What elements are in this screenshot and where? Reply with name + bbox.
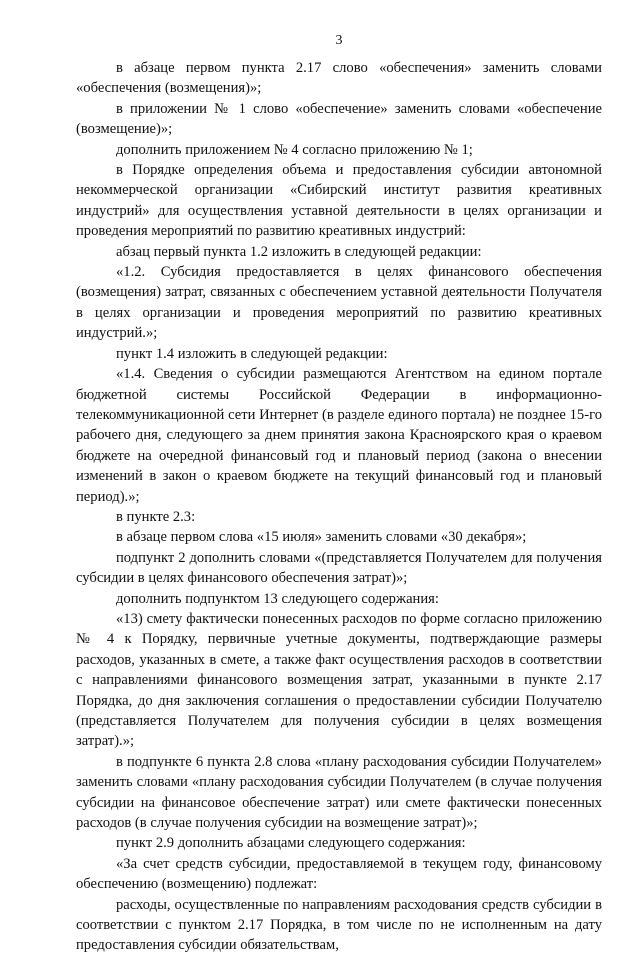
paragraph: в пункте 2.3: xyxy=(116,508,196,525)
paragraph: «За счет средств субсидии, предоставляемой в текущем году, финансовому обеспечению (возмещению) подлежат: xyxy=(76,855,602,893)
paragraph: в абзаце первом слова «15 июля» заменить словами «30 декабря»; xyxy=(116,529,527,546)
paragraph: пункт 1.4 изложить в следующей редакции: xyxy=(116,345,388,362)
paragraph: расходы, осуществленные по направлениям расходования средств субсидии в соответствии с пунктом 2.17 Порядка, в том числе по не исполненным на дату предоставления субсидии обязательствам, xyxy=(76,896,602,954)
paragraph: в абзаце первом пункта 2.17 слово «обеспечения» заменить словами «обеспечения (возмещения)»; xyxy=(76,60,602,97)
document-body xyxy=(76,58,602,956)
page-number: 3 xyxy=(335,33,343,48)
paragraph: «1.2. Субсидия предоставляется в целях финансового обеспечения (возмещения) затрат, связанных с обеспечением уставной деятельности Получателя в целях организации и проведения мероприятий по развитию креативных индустрий.»; xyxy=(76,264,602,342)
paragraph: в подпункте 6 пункта 2.8 слова «плану расходования субсидии Получателем» заменить словами «плану расходования субсидии Получателем (в случае получения субсидии на финансовое обеспечение затрат) или смете фактически понесенных расходов (в случае получения субсидии на возмещение затрат)»; xyxy=(76,753,602,832)
paragraph: в приложении № 1 слово «обеспечение» заменить словами «обеспечение (возмещение)»; xyxy=(76,100,602,138)
paragraph: дополнить приложением № 4 согласно приложению № 1; xyxy=(116,141,473,158)
paragraph: в Порядке определения объема и предоставления субсидии автономной некоммерческой организации «Сибирский институт развития креативных индустрий» для осуществления уставной деятельности в целях организации и проведения мероприятий по развитию креативных индустрий: xyxy=(76,162,602,240)
paragraph: пункт 2.9 дополнить абзацами следующего содержания: xyxy=(116,835,466,852)
paragraph: абзац первый пункта 1.2 изложить в следующей редакции: xyxy=(116,243,482,260)
paragraph: «1.4. Сведения о субсидии размещаются Агентством на едином портале бюджетной системы Российской Федерации в информационно-телекоммуникационной сети Интернет (в разделе единого портала) не позднее 15-го рабочего дня, следующего за днем принятия закона Красноярского края о краевом бюджете на очередной финансовый год и плановый период (закона о внесении изменений в закон о краевом бюджете на текущий финансовый год и плановый период).»; xyxy=(76,366,602,505)
paragraph: дополнить подпунктом 13 следующего содержания: xyxy=(116,590,439,607)
paragraph: «13) смету фактически понесенных расходов по форме согласно приложению № 4 к Порядку, первичные учетные документы, подтверждающие размеры расходов, указанных в смете, а также факт осуществления расходов в соответствии с направлениями финансового возмещения затрат, указанными в пункте 2.17 Порядка, до дня заключения соглашения о предоставлении субсидии Получателю (представляется Получателем для получения субсидии в целях возмещения затрат).»; xyxy=(76,610,602,750)
paragraph: подпункт 2 дополнить словами «(представляется Получателем для получения субсидии в целях финансового обеспечения затрат)»; xyxy=(76,549,602,587)
